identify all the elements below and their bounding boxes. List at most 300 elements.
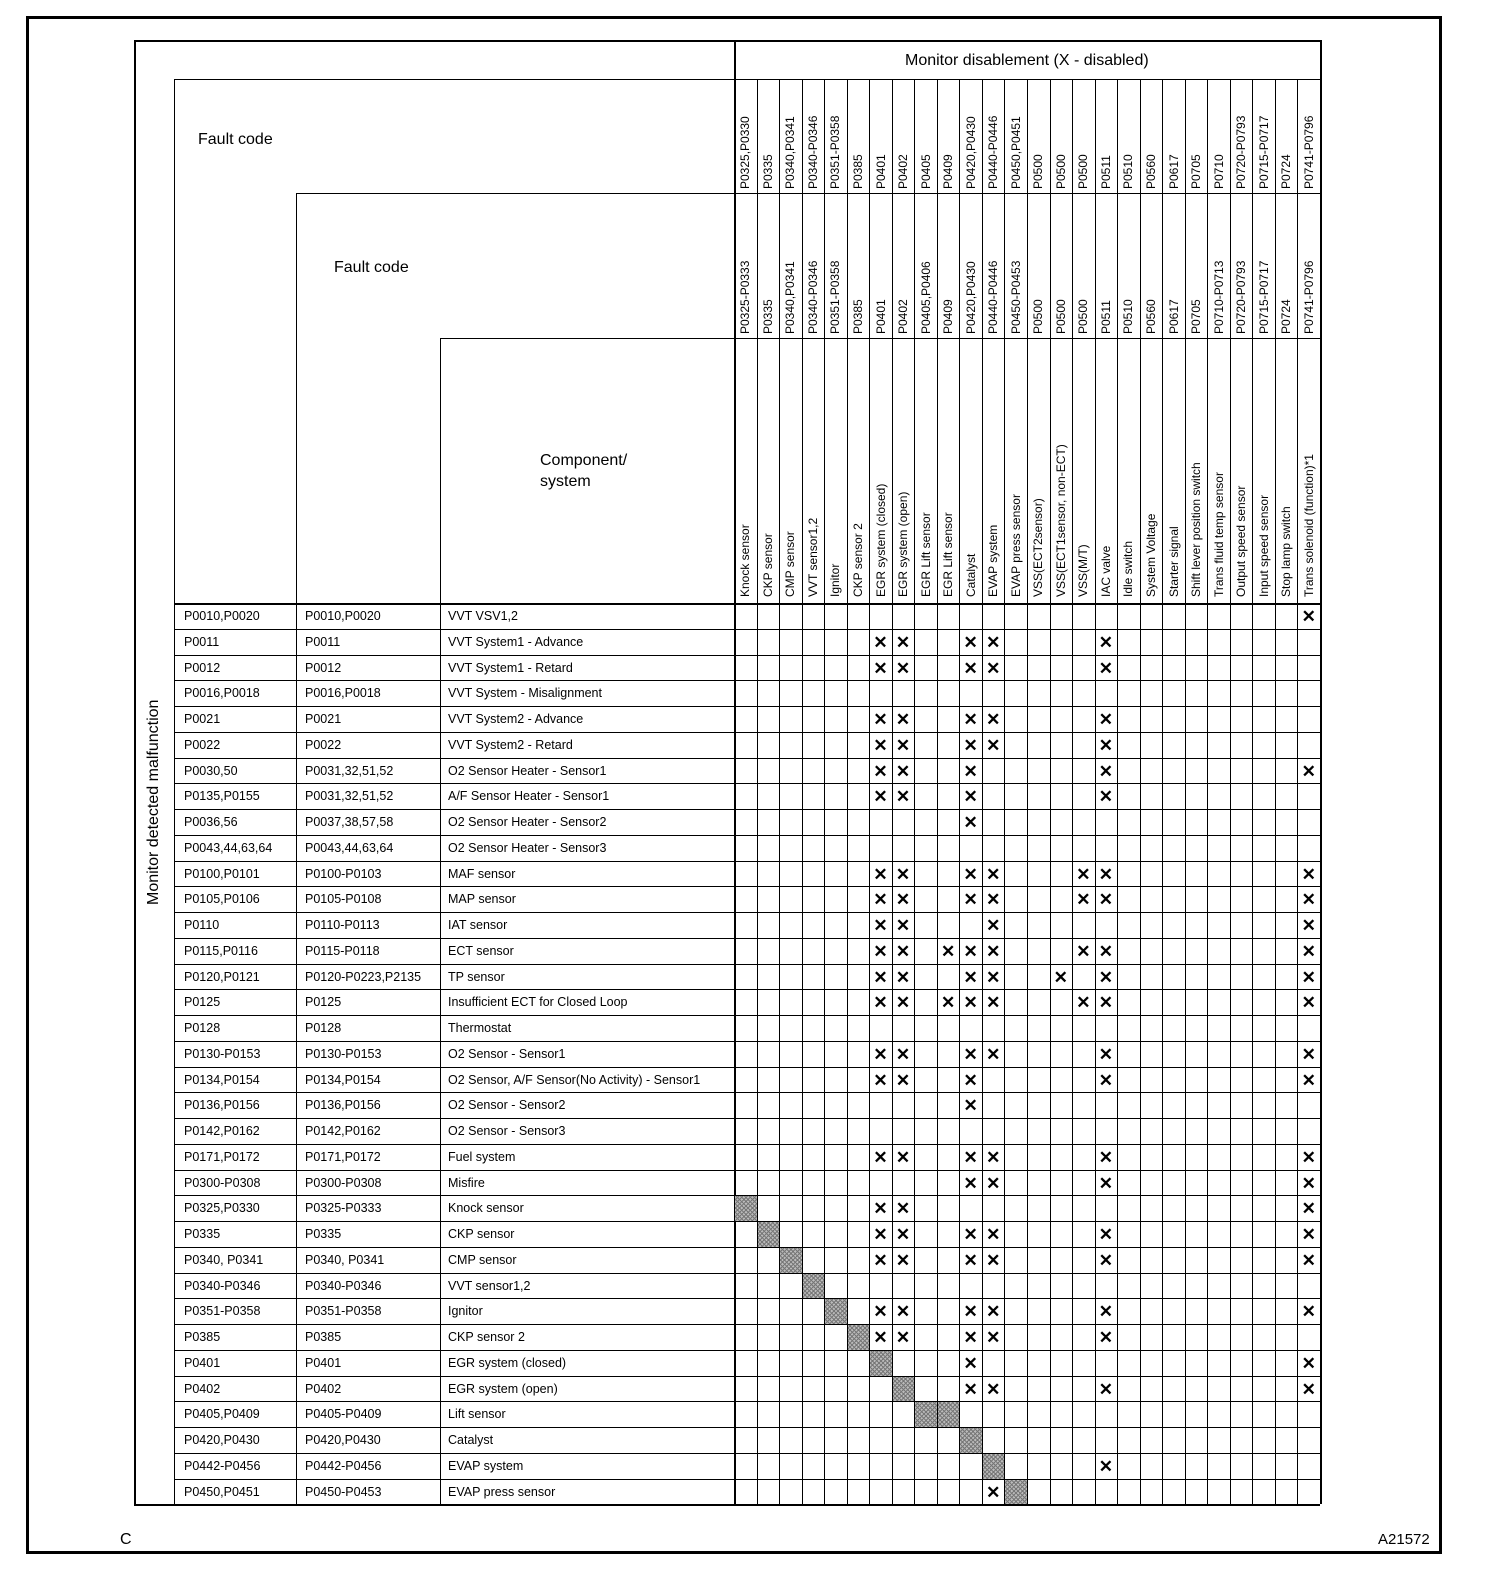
column-code-1: P0500 [1053, 154, 1068, 189]
column-line [1185, 79, 1186, 1504]
column-line [847, 79, 848, 1504]
column-line [1117, 79, 1118, 1504]
disabled-x-mark: ✕ [940, 993, 956, 1013]
row-fault-code-2: P0128 [305, 1021, 342, 1035]
column-component-name: VVT sensor1,2 [805, 517, 820, 597]
disabled-x-mark: ✕ [1098, 967, 1113, 987]
column-code-1: P0340,P0341 [783, 116, 798, 189]
disabled-x-mark: ✕ [873, 1044, 888, 1064]
disabled-x-mark: ✕ [1076, 941, 1091, 961]
disabled-x-mark: ✕ [1098, 1250, 1113, 1270]
row-fault-code-2: P0134,P0154 [305, 1072, 381, 1087]
row-component: O2 Sensor Heater - Sensor1 [448, 763, 607, 778]
disabled-x-mark: ✕ [1098, 735, 1113, 755]
row-fault-code-2: P0043,44,63,64 [305, 840, 394, 855]
disabled-x-mark: ✕ [986, 864, 1001, 884]
disabled-x-mark: ✕ [873, 1199, 888, 1219]
column-code-2: P0351-P0358 [828, 260, 843, 334]
row-fault-code-2: P0100-P0103 [305, 866, 382, 881]
column-code-2: P0385 [850, 299, 865, 334]
column-code-2: P0705 [1189, 299, 1204, 334]
disabled-x-mark: ✕ [873, 993, 888, 1013]
disabled-x-mark: ✕ [873, 1147, 888, 1167]
row-fault-code-1: P0442-P0456 [184, 1458, 261, 1473]
component-header-line2: system [540, 473, 591, 490]
disabled-x-mark: ✕ [873, 761, 888, 781]
row-fault-code-1: P0405,P0409 [184, 1407, 260, 1422]
row-fault-code-1: P0021 [184, 712, 221, 726]
corner-letter: C [120, 1531, 132, 1548]
column-line [937, 79, 938, 1504]
disabled-x-mark: ✕ [986, 1302, 1001, 1322]
row-component: VVT System2 - Retard [448, 737, 573, 752]
row-component: Knock sensor [448, 1201, 524, 1216]
disabled-x-mark: ✕ [1301, 1250, 1316, 1270]
table-bottom-border [134, 1504, 1320, 1506]
header-bottom-line [174, 603, 1320, 605]
disabled-x-mark: ✕ [895, 967, 911, 987]
row-line [174, 1376, 1320, 1377]
row-line [174, 680, 1320, 681]
disabled-x-mark: ✕ [895, 735, 911, 755]
shaded-cell [848, 1325, 870, 1350]
row-line [174, 1015, 1320, 1016]
row-fault-code-1: P0136,P0156 [184, 1098, 260, 1113]
row-fault-code-2: P0011 [305, 634, 341, 649]
column-code-2: P0340,P0341 [783, 261, 798, 334]
column-component-name: Output speed sensor [1234, 485, 1249, 597]
row-component: O2 Sensor - Sensor1 [448, 1046, 566, 1061]
column-line [1072, 79, 1073, 1504]
column-code-1: P0325,P0330 [738, 116, 753, 189]
disabled-x-mark: ✕ [873, 941, 888, 961]
row-fault-code-2: P0125 [305, 995, 342, 1010]
disabled-x-mark: ✕ [873, 710, 888, 729]
disabled-x-mark: ✕ [1301, 967, 1316, 987]
row-fault-code-1: P0043,44,63,64 [184, 840, 273, 855]
row-fault-code-2: P0142,P0162 [305, 1124, 381, 1138]
row-fault-code-2: P0016,P0018 [305, 686, 381, 701]
row-component: CKP sensor 2 [448, 1330, 525, 1344]
disabled-x-mark: ✕ [895, 1147, 911, 1167]
row-fault-code-1: P0016,P0018 [184, 686, 260, 701]
side-label: Monitor detected malfunction [145, 699, 162, 905]
row-component: EVAP system [448, 1458, 524, 1473]
column-code-1: P0720-P0793 [1234, 115, 1249, 189]
header-line [440, 338, 734, 339]
row-component: O2 Sensor - Sensor3 [448, 1124, 566, 1138]
disabled-x-mark: ✕ [873, 1328, 888, 1347]
column-code-1: P0450,P0451 [1008, 116, 1023, 189]
grid-line [174, 79, 175, 1504]
disabled-x-mark: ✕ [963, 735, 978, 755]
disabled-x-mark: ✕ [1098, 761, 1113, 781]
disabled-x-mark: ✕ [895, 761, 911, 781]
disabled-x-mark: ✕ [1098, 1173, 1113, 1193]
disabled-x-mark: ✕ [963, 1302, 978, 1322]
row-line [174, 809, 1320, 810]
column-component-name: IAC valve [1098, 545, 1113, 597]
row-fault-code-1: P0340-P0346 [184, 1278, 261, 1293]
column-code-1: P0401 [873, 154, 888, 189]
row-line [174, 1144, 1320, 1145]
column-code-1: P0409 [941, 154, 956, 189]
column-component-name: Knock sensor [738, 524, 753, 597]
column-component-name: VSS(M/T) [1076, 544, 1091, 597]
column-code-2: P0511 [1098, 300, 1113, 334]
column-line [1297, 79, 1298, 1504]
column-line [1027, 79, 1028, 1504]
row-component: IAT sensor [448, 918, 508, 932]
row-line [174, 655, 1320, 656]
column-component-name: Stop lamp switch [1279, 506, 1294, 597]
row-line [174, 1273, 1320, 1274]
disabled-x-mark: ✕ [1301, 1199, 1316, 1219]
row-component: VVT sensor1,2 [448, 1278, 531, 1293]
row-line [174, 1350, 1320, 1351]
disabled-x-mark: ✕ [873, 735, 888, 755]
column-code-2: P0409 [941, 299, 956, 334]
row-fault-code-1: P0351-P0358 [184, 1304, 261, 1319]
column-code-1: P0500 [1031, 154, 1046, 189]
row-fault-code-1: P0135,P0155 [184, 789, 260, 804]
disabled-x-mark: ✕ [873, 1225, 888, 1244]
disabled-x-mark: ✕ [1098, 864, 1113, 884]
disabled-x-mark: ✕ [963, 761, 978, 781]
column-code-1: P0402 [896, 154, 911, 189]
row-line [174, 1453, 1320, 1454]
disabled-x-mark: ✕ [1098, 1456, 1113, 1476]
column-component-name: EGR Lift sensor [918, 512, 933, 597]
row-component: Thermostat [448, 1021, 512, 1035]
disabled-x-mark: ✕ [1301, 890, 1316, 910]
row-line [174, 629, 1320, 630]
table-left-border [134, 40, 136, 1504]
disabled-x-mark: ✕ [1301, 1044, 1316, 1064]
disabled-x-mark: ✕ [986, 1173, 1001, 1193]
row-fault-code-1: P0036,56 [184, 815, 238, 829]
disabled-x-mark: ✕ [895, 1250, 911, 1270]
row-component: Lift sensor [448, 1407, 506, 1422]
column-line [1004, 79, 1005, 1504]
column-code-2: P0401 [873, 299, 888, 334]
disabled-x-mark: ✕ [1098, 993, 1113, 1013]
shaded-cell [825, 1299, 847, 1324]
column-line [1207, 79, 1208, 1504]
row-component: A/F Sensor Heater - Sensor1 [448, 789, 610, 804]
row-fault-code-2: P0300-P0308 [305, 1175, 382, 1190]
disabled-x-mark: ✕ [963, 1328, 978, 1347]
disabled-x-mark: ✕ [1301, 1070, 1316, 1090]
column-component-name: EVAP press sensor [1008, 494, 1023, 597]
row-component: O2 Sensor Heater - Sensor2 [448, 815, 607, 829]
row-line [174, 989, 1320, 990]
disabled-x-mark: ✕ [1301, 1353, 1316, 1373]
disabled-x-mark: ✕ [963, 813, 978, 832]
column-code-1: P0510 [1121, 154, 1136, 189]
column-code-1: P0335 [760, 154, 775, 189]
disabled-x-mark: ✕ [1098, 1147, 1113, 1167]
row-component: Catalyst [448, 1433, 494, 1447]
column-line [824, 79, 825, 1504]
row-fault-code-1: P0340, P0341 [184, 1252, 264, 1267]
row-fault-code-2: P0401 [305, 1355, 342, 1370]
row-line [174, 1479, 1320, 1480]
row-line [174, 835, 1320, 836]
column-line [1230, 79, 1231, 1504]
disabled-x-mark: ✕ [895, 1044, 911, 1064]
row-fault-code-1: P0385 [184, 1330, 221, 1344]
column-code-1: P0420,P0430 [963, 116, 978, 189]
row-fault-code-2: P0031,32,51,52 [305, 789, 394, 804]
shaded-cell [870, 1351, 892, 1376]
row-component: MAF sensor [448, 866, 516, 881]
disabled-x-mark: ✕ [1098, 658, 1113, 678]
figure-id: A21572 [1378, 1531, 1430, 1548]
column-code-1: P0500 [1076, 154, 1091, 189]
shaded-cell [1005, 1480, 1027, 1505]
column-line [1140, 79, 1141, 1504]
disabled-x-mark: ✕ [1098, 1070, 1113, 1090]
column-line [1252, 79, 1253, 1504]
disabled-x-mark: ✕ [873, 916, 888, 935]
column-code-2: P0335 [760, 299, 775, 334]
disabled-x-mark: ✕ [963, 1379, 978, 1399]
disabled-x-mark: ✕ [986, 993, 1001, 1013]
row-fault-code-2: P0340, P0341 [305, 1252, 385, 1267]
row-component: EGR system (closed) [448, 1355, 567, 1370]
row-component: CKP sensor [448, 1227, 515, 1241]
row-fault-code-1: P0030,50 [184, 763, 238, 778]
disabled-x-mark: ✕ [986, 1482, 1001, 1502]
row-fault-code-2: P0120-P0223,P2135 [305, 969, 422, 984]
row-line [174, 1401, 1320, 1402]
column-code-2: P0402 [896, 299, 911, 334]
row-fault-code-2: P0171,P0172 [305, 1149, 381, 1164]
row-fault-code-1: P0134,P0154 [184, 1072, 260, 1087]
row-fault-code-2: P0022 [305, 737, 342, 752]
row-fault-code-1: P0022 [184, 737, 221, 752]
disabled-x-mark: ✕ [895, 1070, 911, 1090]
row-fault-code-1: P0171,P0172 [184, 1149, 260, 1164]
disabled-x-mark: ✕ [1098, 632, 1113, 652]
row-fault-code-2: P0136,P0156 [305, 1098, 381, 1113]
header-line [174, 79, 1320, 80]
column-component-name: EVAP system [986, 524, 1001, 597]
grid-line [440, 338, 441, 1504]
shaded-cell [983, 1454, 1005, 1479]
row-fault-code-1: P0115,P0116 [184, 943, 258, 958]
column-code-2: P0720-P0793 [1234, 260, 1249, 334]
row-fault-code-2: P0021 [305, 712, 342, 726]
column-code-1: P0440-P0446 [986, 115, 1001, 189]
shaded-cell [915, 1402, 937, 1427]
row-component: Ignitor [448, 1304, 483, 1319]
row-fault-code-1: P0142,P0162 [184, 1124, 260, 1138]
disabled-x-mark: ✕ [1076, 864, 1091, 884]
disabled-x-mark: ✕ [963, 787, 978, 807]
column-code-1: P0715-P0717 [1256, 115, 1271, 189]
row-component: ECT sensor [448, 943, 514, 958]
disabled-x-mark: ✕ [895, 1225, 911, 1244]
row-fault-code-1: P0300-P0308 [184, 1175, 261, 1190]
row-component: Misfire [448, 1175, 485, 1190]
column-line [779, 79, 780, 1504]
disabled-x-mark: ✕ [963, 1044, 978, 1064]
disabled-x-mark: ✕ [873, 658, 888, 678]
disabled-x-mark: ✕ [1301, 941, 1316, 961]
disabled-x-mark: ✕ [986, 1225, 1001, 1244]
disabled-x-mark: ✕ [963, 890, 978, 910]
disabled-x-mark: ✕ [895, 916, 911, 935]
column-code-1: P0724 [1279, 154, 1294, 189]
column-component-name: CKP sensor 2 [850, 523, 865, 597]
row-component: VVT System - Misalignment [448, 686, 602, 701]
row-fault-code-1: P0010,P0020 [184, 609, 260, 623]
disabled-x-mark: ✕ [1098, 1044, 1113, 1064]
column-code-2: P0500 [1076, 299, 1091, 334]
row-fault-code-2: P0402 [305, 1381, 342, 1396]
disabled-x-mark: ✕ [963, 967, 978, 987]
disabled-x-mark: ✕ [1076, 890, 1091, 910]
row-line [174, 912, 1320, 913]
disabled-x-mark: ✕ [895, 787, 911, 807]
disabled-x-mark: ✕ [895, 1328, 911, 1347]
row-fault-code-1: P0130-P0153 [184, 1046, 261, 1061]
disabled-x-mark: ✕ [1301, 916, 1316, 935]
column-component-name: System Voltage [1143, 513, 1158, 597]
disabled-x-mark: ✕ [895, 658, 911, 678]
row-fault-code-2: P0012 [305, 660, 342, 675]
column-component-name: Input speed sensor [1256, 494, 1271, 597]
row-fault-code-2: P0442-P0456 [305, 1458, 382, 1473]
row-component: MAP sensor [448, 892, 516, 907]
disabled-x-mark: ✕ [963, 710, 978, 729]
disabled-x-mark: ✕ [963, 1147, 978, 1167]
disabled-x-mark: ✕ [1301, 1173, 1316, 1193]
column-code-1: P0511 [1098, 155, 1113, 189]
disabled-x-mark: ✕ [1098, 1328, 1113, 1347]
header-line [296, 193, 734, 194]
disabled-x-mark: ✕ [1053, 967, 1068, 987]
disabled-x-mark: ✕ [1301, 1302, 1316, 1322]
row-fault-code-1: P0011 [184, 634, 220, 649]
disabled-x-mark: ✕ [873, 967, 888, 987]
shaded-cell [960, 1428, 982, 1453]
disabled-x-mark: ✕ [1098, 710, 1113, 729]
row-fault-code-2: P0130-P0153 [305, 1046, 382, 1061]
column-code-2: P0715-P0717 [1256, 260, 1271, 334]
disabled-x-mark: ✕ [1301, 993, 1316, 1013]
disabled-x-mark: ✕ [986, 1147, 1001, 1167]
row-line [174, 1324, 1320, 1325]
disabled-x-mark: ✕ [986, 658, 1001, 678]
disabled-x-mark: ✕ [873, 1070, 888, 1090]
disabled-x-mark: ✕ [986, 1328, 1001, 1347]
row-fault-code-2: P0115-P0118 [305, 943, 380, 958]
disabled-x-mark: ✕ [873, 632, 888, 652]
column-code-2: P0560 [1143, 299, 1158, 334]
row-line [174, 758, 1320, 759]
row-line [174, 1170, 1320, 1171]
row-fault-code-1: P0105,P0106 [184, 892, 260, 907]
column-component-name: Catalyst [963, 553, 978, 597]
disabled-x-mark: ✕ [963, 658, 978, 678]
column-code-1: P0340-P0346 [805, 115, 820, 189]
row-fault-code-2: P0010,P0020 [305, 609, 381, 623]
disabled-x-mark: ✕ [963, 1353, 978, 1373]
disabled-x-mark: ✕ [986, 890, 1001, 910]
column-code-2: P0405,P0406 [918, 261, 933, 334]
disabled-x-mark: ✕ [1098, 890, 1113, 910]
column-component-name: CMP sensor [783, 531, 798, 597]
row-fault-code-1: P0120,P0121 [184, 969, 260, 984]
disabled-x-mark: ✕ [1076, 993, 1091, 1013]
disabled-x-mark: ✕ [986, 1379, 1001, 1399]
row-line [174, 1427, 1320, 1428]
column-code-2: P0450-P0453 [1008, 260, 1023, 334]
row-component: Insufficient ECT for Closed Loop [448, 995, 628, 1010]
column-code-2: P0325-P0333 [738, 260, 753, 334]
row-line [174, 1221, 1320, 1222]
row-component: VVT System1 - Advance [448, 634, 584, 649]
disabled-x-mark: ✕ [986, 1044, 1001, 1064]
shaded-cell [735, 1196, 757, 1221]
row-fault-code-1: P0128 [184, 1021, 221, 1035]
row-component: EVAP press sensor [448, 1484, 556, 1499]
disabled-x-mark: ✕ [1098, 1302, 1113, 1322]
row-line [174, 1118, 1320, 1119]
disabled-x-mark: ✕ [895, 993, 911, 1013]
disabled-x-mark: ✕ [963, 632, 978, 652]
row-line [174, 964, 1320, 965]
disabled-x-mark: ✕ [1098, 787, 1113, 807]
disabled-x-mark: ✕ [895, 1199, 911, 1219]
row-component: VVT System1 - Retard [448, 660, 573, 675]
column-line [1162, 79, 1163, 1504]
column-code-2: P0710-P0713 [1211, 260, 1226, 334]
row-fault-code-1: P0335 [184, 1227, 221, 1241]
row-component: O2 Sensor - Sensor2 [448, 1098, 566, 1113]
row-line [174, 1092, 1320, 1093]
shaded-cell [938, 1402, 960, 1427]
disabled-x-mark: ✕ [986, 710, 1001, 729]
component-header-line1: Component/ [540, 452, 628, 469]
disabled-x-mark: ✕ [986, 735, 1001, 755]
column-component-name: Starter signal [1166, 526, 1181, 597]
row-line [174, 732, 1320, 733]
row-component: O2 Sensor Heater - Sensor3 [448, 840, 607, 855]
row-fault-code-2: P0351-P0358 [305, 1304, 382, 1319]
disabled-x-mark: ✕ [986, 941, 1001, 961]
disabled-x-mark: ✕ [1301, 864, 1316, 884]
disabled-x-mark: ✕ [873, 1302, 888, 1322]
row-component: CMP sensor [448, 1252, 517, 1267]
row-fault-code-2: P0037,38,57,58 [305, 815, 394, 829]
disabled-x-mark: ✕ [895, 890, 911, 910]
column-code-2: P0510 [1121, 299, 1136, 334]
column-code-1: P0405 [918, 154, 933, 189]
column-component-name: Idle switch [1121, 540, 1136, 597]
table-right-border [1320, 40, 1322, 1504]
row-line [174, 706, 1320, 707]
row-line [174, 938, 1320, 939]
row-fault-code-1: P0110 [184, 918, 220, 932]
column-code-2: P0340-P0346 [805, 260, 820, 334]
column-code-2: P0420,P0430 [963, 261, 978, 334]
grid-line [734, 40, 736, 1504]
column-component-name: CKP sensor [760, 533, 775, 597]
